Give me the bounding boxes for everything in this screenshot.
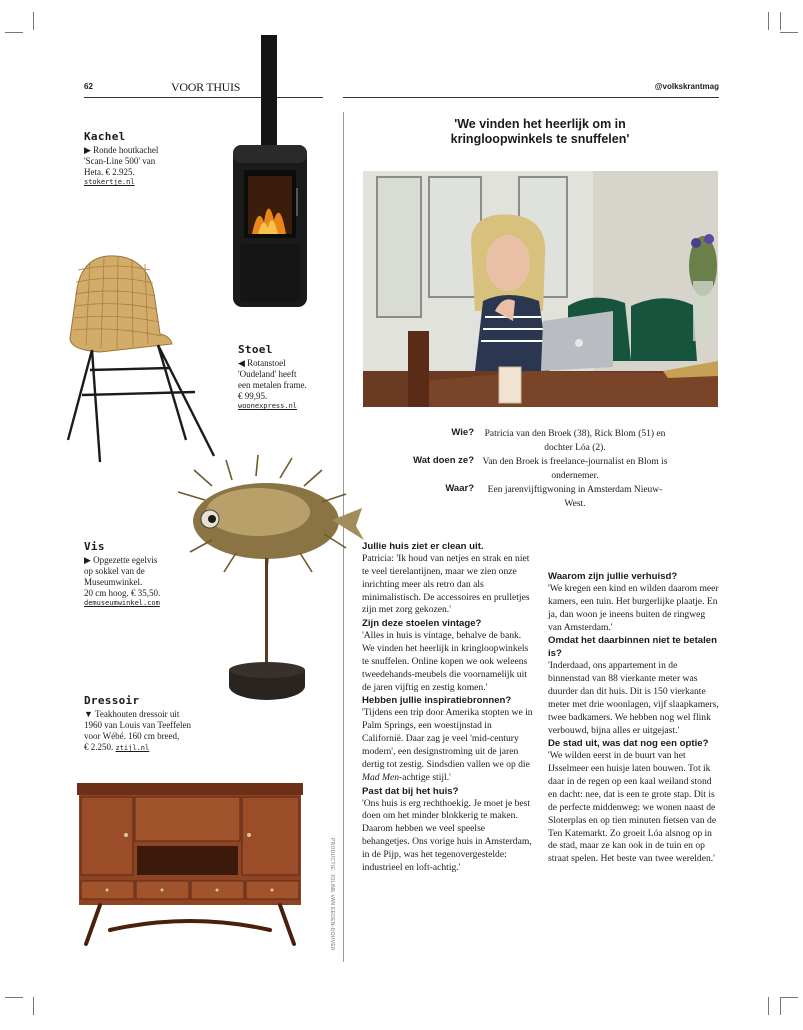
- product-title: Kachel: [84, 130, 126, 143]
- fact-row: [400, 455, 700, 483]
- crop-mark: [780, 12, 781, 30]
- header-rule: [343, 97, 719, 98]
- arrow-down-icon: ▼: [84, 709, 93, 719]
- fact-question: Wie?: [451, 427, 474, 438]
- fact-row: [400, 427, 700, 455]
- product-link[interactable]: stokertje.nl: [84, 178, 135, 186]
- product-title: Vis: [84, 540, 105, 553]
- arrow-left-icon: ◀: [238, 358, 245, 368]
- interview-question: De stad uit, was dat nog een optie?: [548, 738, 709, 750]
- facts-box: [400, 427, 700, 511]
- interior-photo: [363, 171, 718, 407]
- crop-mark: [780, 32, 798, 33]
- arrow-right-icon: ▶: [84, 555, 91, 565]
- interview-question: Zijn deze stoelen vintage?: [362, 618, 482, 630]
- page-number: 62: [84, 82, 93, 91]
- interview-question: Hebben jullie inspiratiebronnen?: [362, 695, 512, 707]
- product-link[interactable]: ztijl.nl: [115, 744, 150, 752]
- product-caption-kachel: Kachel ▶ Ronde houtkachel 'Scan-Line 500' van Heta. € 2.925. stokertje.nl: [84, 130, 204, 186]
- article-column-1: [362, 540, 535, 875]
- crop-mark: [780, 997, 798, 998]
- product-caption-vis: Vis ▶ Opgezette egelvis op sokkel van de Museumwinkel. 20 cm hoog. € 35,50. demuseumwinkel.com: [84, 540, 194, 607]
- fact-answer: Patricia van den Broek (38), Rick Blom (51) en dochter Lóa (2).: [484, 429, 666, 453]
- interview-question: Waarom zijn jullie verhuisd?: [548, 571, 678, 582]
- article-column-2: [548, 570, 720, 866]
- article-headline: 'We vinden het heerlijk om in kringloopwinkels te snuffelen': [450, 117, 630, 146]
- crop-mark: [5, 32, 23, 33]
- crop-mark: [768, 997, 769, 1015]
- magazine-handle: @volkskrantmag: [654, 82, 719, 91]
- interview-answer: 'We kregen een kind en wilden daarom meer kamers, een tuin. Het burgerlijke plaatje. En ja, dan woon je ineens buiten de ringweg van Amsterdam.': [548, 583, 719, 633]
- crop-mark: [5, 997, 23, 998]
- crop-mark: [768, 12, 769, 30]
- product-caption-dressoir: Dressoir ▼ Teakhouten dressoir uit 1960 van Louis van Teeffelen voor Wébé. 160 cm breed, € 2.250. ztijl.nl: [84, 694, 234, 753]
- fact-answer: Een jarenvijftigwoning in Amsterdam Nieuw-West.: [487, 485, 663, 509]
- arrow-right-icon: ▶: [84, 145, 91, 155]
- interview-question: Past dat bij het huis?: [362, 785, 459, 797]
- column-divider: [343, 112, 344, 962]
- product-title: Stoel: [238, 343, 273, 356]
- crop-mark: [33, 997, 34, 1015]
- fact-row: [400, 483, 700, 511]
- interview-answer: 'Tijdens een trip door Amerika stopten we in Palm Springs, een woestijnstad in Californië. Daar zag je veel 'mid-century modern', een designstroming uit de jaren dertig tot zestig. Sindsdien vallen we op die Mad Men-achtige stijl.': [362, 707, 533, 783]
- fact-answer: Van den Broek is freelance-journalist en Blom is ondernemer.: [482, 457, 668, 481]
- crop-mark: [780, 997, 781, 1015]
- production-credit: PRODUCTIE: JOLINE VAN EEDEN-DOUVER: [329, 838, 335, 951]
- header-rule: [84, 97, 323, 98]
- crop-mark: [33, 12, 34, 30]
- fact-question: Wat doen ze?: [413, 455, 474, 466]
- product-caption-stoel: Stoel ◀ Rotanstoel 'Oudeland' heeft een metalen frame. € 99,95. woonexpress.nl: [238, 343, 328, 410]
- interview-question: Jullie huis ziet er clean uit.: [362, 541, 484, 552]
- fact-question: Waar?: [445, 483, 474, 494]
- product-link[interactable]: demuseumwinkel.com: [84, 599, 160, 607]
- interview-answer: Patricia: 'Ik houd van netjes en strak en niet te veel tierelantijnen, maar we zien onze inrichting meer als retro dan als minimalistisch. De accessoires en prulletjes zijn met zorg gekozen.': [362, 553, 530, 616]
- product-link[interactable]: woonexpress.nl: [238, 402, 298, 410]
- interview-question: Omdat het daarbinnen niet te betalen is?: [548, 635, 717, 660]
- interview-answer: 'Alles in huis is vintage, behalve de bank. We vinden het heerlijk in kringloopwinkels te snuffelen. Online kopen we ook weleens tweedehands-meubels die voornamelijk uit de jaren vijftig en zestig komen.': [362, 630, 529, 693]
- product-title: Dressoir: [84, 694, 140, 707]
- interview-answer: 'Inderdaad, ons appartement in de binnenstad van 88 vierkante meter was duurder dan dit huis. Dit is 150 vierkante meter met drie woonlagen, vijf slaapkamers, twee badkamers. We hebben nog wel flink verbouwd, bijna alles er uitgejast.': [548, 660, 719, 736]
- interview-answer: 'We wilden eerst in de buurt van het IJsselmeer een huisje laten bouwen. Tot ik daar in de regen op een kaal weiland stond en dacht: nee, dat is een te grote stap. Dit is de perfecte middenweg: we wonen naast de Sloterplas en op tien minuten fietsen van de Ten Katemarkt. Zo groeit Lóa alsnog op in de stad, maar ze kan ook in de tuin en op straat spelen. Het beste van twee werelden.': [548, 750, 717, 865]
- section-title: VOOR THUIS: [171, 80, 241, 94]
- interview-answer: 'Ons huis is erg rechthoekig. Je moet je best doen om het minder blokkerig te maken. Daarom hebben we veel speelse behangetjes. Ons vorige huis in Amsterdam, in de Pijp, was het tegenovergestelde: industrieel en loft-achtig.': [362, 797, 532, 873]
